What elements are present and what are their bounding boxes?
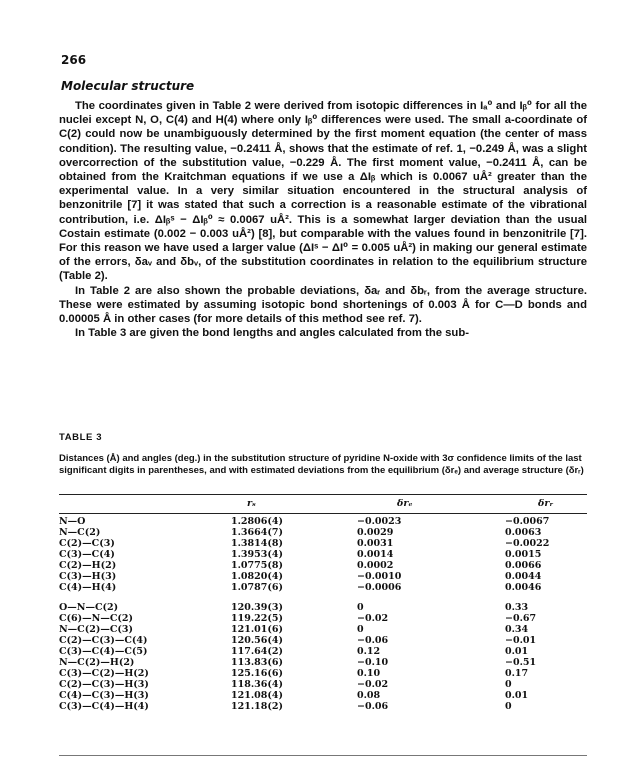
body-text: [59, 99, 587, 340]
label-cell: C(3)—C(4): [59, 549, 115, 560]
column-header-rs: rₛ: [247, 498, 256, 509]
label-cell: N—C(2)—H(2): [59, 657, 135, 668]
delta-re-cell: 0: [357, 602, 364, 613]
rs-cell: 121.08(4): [231, 690, 283, 701]
rs-cell: 1.0787(6): [231, 582, 283, 593]
angle-row: [59, 679, 587, 690]
label-cell: C(2)—C(3)—C(4): [59, 635, 148, 646]
delta-rz-cell: 0.0044: [505, 571, 542, 582]
delta-re-cell: 0.10: [357, 668, 381, 679]
label-cell: N—C(2)—C(3): [59, 624, 134, 635]
delta-re-cell: −0.0006: [357, 582, 402, 593]
delta-rz-cell: 0.34: [505, 624, 529, 635]
page-number: 266: [61, 53, 87, 67]
distance-row: [59, 527, 587, 538]
rs-cell: 118.36(4): [231, 679, 283, 690]
delta-rz-cell: 0.01: [505, 690, 529, 701]
distance-row: [59, 516, 587, 527]
angle-row: [59, 657, 587, 668]
rs-cell: 1.0820(4): [231, 571, 283, 582]
label-cell: C(2)—C(3)—H(3): [59, 679, 149, 690]
delta-re-cell: 0: [357, 624, 364, 635]
table-label: TABLE 3: [59, 432, 103, 443]
body-paragraph-3: In Table 3 are given the bond lengths and angles calculated from the sub-: [75, 327, 469, 340]
rs-cell: 121.01(6): [231, 624, 283, 635]
label-cell: C(6)—N—C(2): [59, 613, 134, 624]
distance-row: [59, 560, 587, 571]
rs-cell: 1.3953(4): [231, 549, 283, 560]
delta-rz-cell: 0.17: [505, 668, 529, 679]
running-head: Molecular structure: [61, 79, 195, 93]
rs-cell: 1.2806(4): [231, 516, 283, 527]
delta-rz-cell: −0.67: [505, 613, 537, 624]
angle-row: [59, 646, 587, 657]
column-header-delta-re: δrₑ: [397, 498, 413, 509]
body-paragraph-2: In Table 2 are also shown the probable deviations, δaᵣ and δbᵣ, from the average structure. These were estimated by assuming isotopic bond shortenings of 0.003 Å for C—D bonds and 0.00005 Å in other cases (for more details of this method see ref. 7).: [59, 284, 587, 326]
label-cell: N—C(2): [59, 527, 101, 538]
label-cell: C(3)—C(2)—H(2): [59, 668, 149, 679]
delta-rz-cell: 0.01: [505, 646, 529, 657]
delta-re-cell: −0.06: [357, 701, 389, 712]
label-cell: C(3)—C(4)—H(4): [59, 701, 149, 712]
label-cell: C(2)—C(3): [59, 538, 115, 549]
delta-rz-cell: 0.33: [505, 602, 529, 613]
body-paragraph-1: The coordinates given in Table 2 were derived from isotopic differences in Iₐ⁰ and Iᵦ⁰ for all the nuclei except N, O, C(4) and H(4) where only Iᵦ⁰ differences were used. The small a-coordinate of C(2) could now be unambiguously determined by the first moment equation (the center of mass condition). The resulting value, −0.2411 Å, shows that the estimate of ref. 1, −0.249 Å, was a slight overcorrection of the substitution value, −0.229 Å. The first moment value, −0.2411 Å, can be obtained from the Kraitchman equations if we use a ΔIᵦ which is 0.0067 uÅ² greater than the experimental value. In a very similar situation encountered in the structural analysis of benzonitrile [7] it was stated that such a correction is a reasonable estimate of the vibrational contribution, i.e. ΔIᵦˢ − ΔIᵦ⁰ ≈ 0.0067 uÅ². This is a somewhat larger deviation than the usual Costain estimate (0.002 − 0.003 uÅ²) [8], but comparable with the values found in benzonitrile [7]. For this reason we have used a larger value (ΔIˢ − ΔI⁰ = 0.005 uÅ²) in making our general estimate of the errors, δaᵥ and δbᵥ, of the substitution coordinates in relation to the equilibrium structure (Table 2).: [59, 100, 587, 283]
rs-cell: 117.64(2): [231, 646, 283, 657]
label-cell: O—N—C(2): [59, 602, 119, 613]
delta-re-cell: −0.02: [357, 613, 389, 624]
angle-row: [59, 602, 587, 613]
row-group-gap: [59, 593, 587, 602]
delta-rz-cell: 0.0066: [505, 560, 542, 571]
rs-cell: 1.3664(7): [231, 527, 283, 538]
rs-cell: 119.22(5): [231, 613, 283, 624]
delta-re-cell: −0.0023: [357, 516, 402, 527]
rs-cell: 125.16(6): [231, 668, 283, 679]
angle-row: [59, 635, 587, 646]
delta-re-cell: 0.0014: [357, 549, 394, 560]
label-cell: C(4)—C(3)—H(3): [59, 690, 149, 701]
delta-rz-cell: −0.51: [505, 657, 537, 668]
delta-rz-cell: 0.0063: [505, 527, 542, 538]
rs-cell: 120.56(4): [231, 635, 283, 646]
delta-rz-cell: −0.0022: [505, 538, 550, 549]
table-header-rule: [59, 513, 587, 514]
rs-cell: 120.39(3): [231, 602, 283, 613]
delta-re-cell: 0.08: [357, 690, 381, 701]
rs-cell: 121.18(2): [231, 701, 283, 712]
delta-re-cell: 0.0031: [357, 538, 394, 549]
table-bottom-rule: [59, 755, 587, 756]
delta-re-cell: 0.12: [357, 646, 381, 657]
angle-row: [59, 690, 587, 701]
rs-cell: 1.3814(8): [231, 538, 283, 549]
distance-row: [59, 571, 587, 582]
delta-re-cell: 0.0002: [357, 560, 394, 571]
label-cell: C(3)—C(4)—C(5): [59, 646, 148, 657]
table-top-rule: [59, 494, 587, 495]
angle-row: [59, 624, 587, 635]
delta-rz-cell: 0.0046: [505, 582, 542, 593]
angle-row: [59, 701, 587, 712]
delta-rz-cell: −0.01: [505, 635, 537, 646]
delta-rz-cell: 0.0015: [505, 549, 542, 560]
delta-rz-cell: 0: [505, 679, 512, 690]
delta-rz-cell: −0.0067: [505, 516, 550, 527]
label-cell: N—O: [59, 516, 86, 527]
table-caption: Distances (Å) and angles (deg.) in the substitution structure of pyridine N-oxide with 3σ confidence limits of the last significant digits in parentheses, and with estimated deviations from the equilibrium (δrₑ) and average structure (δrᵣ): [59, 453, 584, 476]
distance-row: [59, 549, 587, 560]
column-header-delta-rz: δrᵣ: [538, 498, 554, 509]
rs-cell: 113.83(6): [231, 657, 283, 668]
delta-re-cell: −0.10: [357, 657, 389, 668]
structure-table: [59, 516, 587, 712]
delta-re-cell: 0.0029: [357, 527, 394, 538]
label-cell: C(2)—H(2): [59, 560, 117, 571]
angle-row: [59, 668, 587, 679]
delta-re-cell: −0.02: [357, 679, 389, 690]
delta-re-cell: −0.06: [357, 635, 389, 646]
delta-re-cell: −0.0010: [357, 571, 402, 582]
angle-row: [59, 613, 587, 624]
distance-row: [59, 538, 587, 549]
rs-cell: 1.0775(8): [231, 560, 283, 571]
label-cell: C(3)—H(3): [59, 571, 117, 582]
row-group-gap-cell: [59, 593, 587, 602]
distance-row: [59, 582, 587, 593]
label-cell: C(4)—H(4): [59, 582, 117, 593]
delta-rz-cell: 0: [505, 701, 512, 712]
